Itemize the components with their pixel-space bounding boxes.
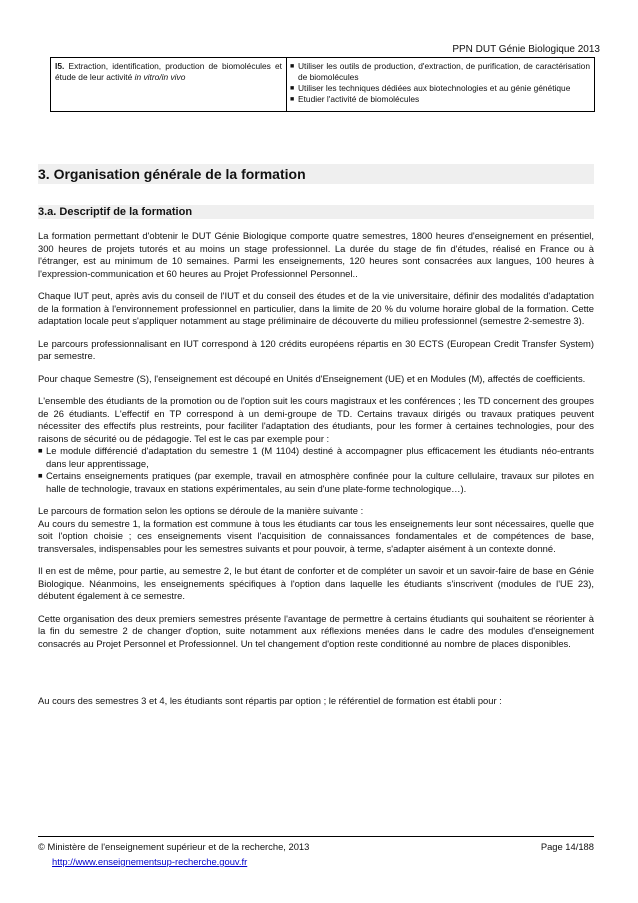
paragraph: Il en est de même, pour partie, au semestre 2, le but étant de conforter et de compléter un savoir et un savoir-faire de base en Génie Biologique. Néanmoins, les enseignements spécifiques à l'option dans laquelle les étudiants s'inscrivent (modules de l'UE 23), débutent également à ce semestre. [38, 565, 594, 601]
page-number: Page 14/188 [540, 841, 594, 852]
list-item [38, 470, 594, 495]
bullet-icon: ■ [290, 96, 295, 103]
competence-table [50, 57, 595, 112]
bullet-icon: ■ [38, 446, 43, 455]
subsection-label: . Descriptif de la formation [53, 206, 193, 218]
paragraph: Le parcours professionnalisant en IUT correspond à 120 crédits européens répartis en 30 ECTS (European Credit Transfer System) par semestre. [38, 337, 594, 361]
paragraph: Au cours des semestres 3 et 4, les étudiants sont répartis par option ; le référentiel de formation est établi pour : [38, 695, 502, 706]
paragraph: Chaque IUT peut, après avis du conseil de l'IUT et du conseil des études et de la vie universitaire, définir des modalités d'adaptation de la formation à l'environnement professionnel en particulier, dans la limite de 20 % du volume horaire global de la formation. Cette adaptation locale peut s'appliquer notamment au stage préliminaire de découverte du milieu professionnel (semestre 2-semestre 3). [38, 290, 594, 326]
skill-text: Etudier l'activité de biomolécules [298, 94, 420, 104]
paragraph: Pour chaque Semestre (S), l'enseignement est découpé en Unités d'Enseignement (UE) et en Modules (M), affectés de coefficients. [38, 372, 586, 384]
spacer [38, 660, 594, 695]
bullet-list [38, 445, 594, 495]
paragraph: Au cours du semestre 1, la formation est commune à tous les étudiants car tous les enseignements leur sont nécessaires, quelle que soit l'option choisie ; ces enseignements visent l'acquisition de connaissances fondamentales et de compétences de base, transversales, indispensables pour les semestres suivants et pour pouvoir, à terme, s'adapter aisément à un contexte donné. [38, 517, 594, 554]
footer-link[interactable]: http://www.enseignementsup-recherche.gouv.fr [52, 856, 248, 867]
subsection-number: 3.a [38, 206, 54, 218]
competence-cell [51, 58, 287, 112]
subsection-title [38, 205, 594, 219]
paragraph: L'ensemble des étudiants de la promotion ou de l'option suit les cours magistraux et les conférences ; les TD concernent des groupes de 26 étudiants. L'effectif en TP correspond à un demi-groupe de TD. Certains travaux dirigés ou travaux pratiques peuvent nécessiter des effectifs plus restreints, pour faciliter l'adaptation des étudiants, pour les former à certaines technologies, pour des raisons de sécurité ou de pédagogie. Tel est le cas par exemple pour : [38, 395, 594, 444]
paragraph: Le parcours de formation selon les options se déroule de la manière suivante : [38, 505, 364, 516]
skill-item [290, 94, 590, 105]
skill-text: Utiliser les outils de production, d'extraction, de purification, de caractérisation de biomolécules [298, 61, 590, 82]
list-item-text: Certains enseignements pratiques (par exemple, travail en atmosphère confinée pour la culture cellulaire, travaux sur pilotes en halle de technologie, travaux en stations expérimentales, au sein d'une plate-forme technologique…). [46, 470, 594, 494]
bullet-icon: ■ [290, 85, 295, 92]
bullet-icon: ■ [38, 471, 43, 480]
skill-text: Utiliser les techniques dédiées aux biotechnologies et au génie génétique [298, 83, 571, 93]
section-title: 3. Organisation générale de la formation [38, 164, 594, 184]
running-header: PPN DUT Génie Biologique 2013 [452, 44, 600, 55]
footer-divider [38, 836, 594, 837]
footer-copyright: © Ministère de l'enseignement supérieur et de la recherche, 2013 [38, 841, 310, 852]
body-text [38, 230, 594, 718]
paragraph: Cette organisation des deux premiers semestres présente l'avantage de permettre à certains étudiants qui souhaitent se réorienter à la fin du semestre 2 de changer d'option, suite notamment aux réflexions menées dans le cadre des modules d'enseignement consacrés au Projet Personnel et Professionnel. Un tel changement d'option reste conditionné au nombre de places disponibles. [38, 612, 594, 649]
competence-code: I5. [55, 61, 65, 71]
competence-italic: in vitro/in vivo [134, 72, 186, 82]
skill-item [290, 61, 590, 83]
skills-cell [287, 58, 595, 112]
bullet-icon: ■ [290, 63, 295, 70]
competence-text: Extraction, identification, production de biomolécules et étude de leur activité [55, 61, 283, 82]
competence-row [51, 58, 595, 112]
paragraph: La formation permettant d'obtenir le DUT Génie Biologique comporte quatre semestres, 1800 heures d'enseignement en présentiel, 300 heures de projets tutorés et au moins un stage professionnel. La durée du stage de fin d'études, réalisé en France ou à l'étranger, est au minimum de 10 semaines. Parmi les enseignements, 120 heures sont consacrées aux langues, 100 heures à l'expression-communication et 60 heures au Projet Professionnel Personnel.. [38, 230, 594, 279]
skill-item [290, 83, 590, 94]
list-item [38, 445, 594, 470]
list-item-text: Le module différencié d'adaptation du semestre 1 (M 1104) destiné à accompagner plus efficacement les étudiants néo-entrants dans leur apprentissage, [46, 445, 594, 469]
